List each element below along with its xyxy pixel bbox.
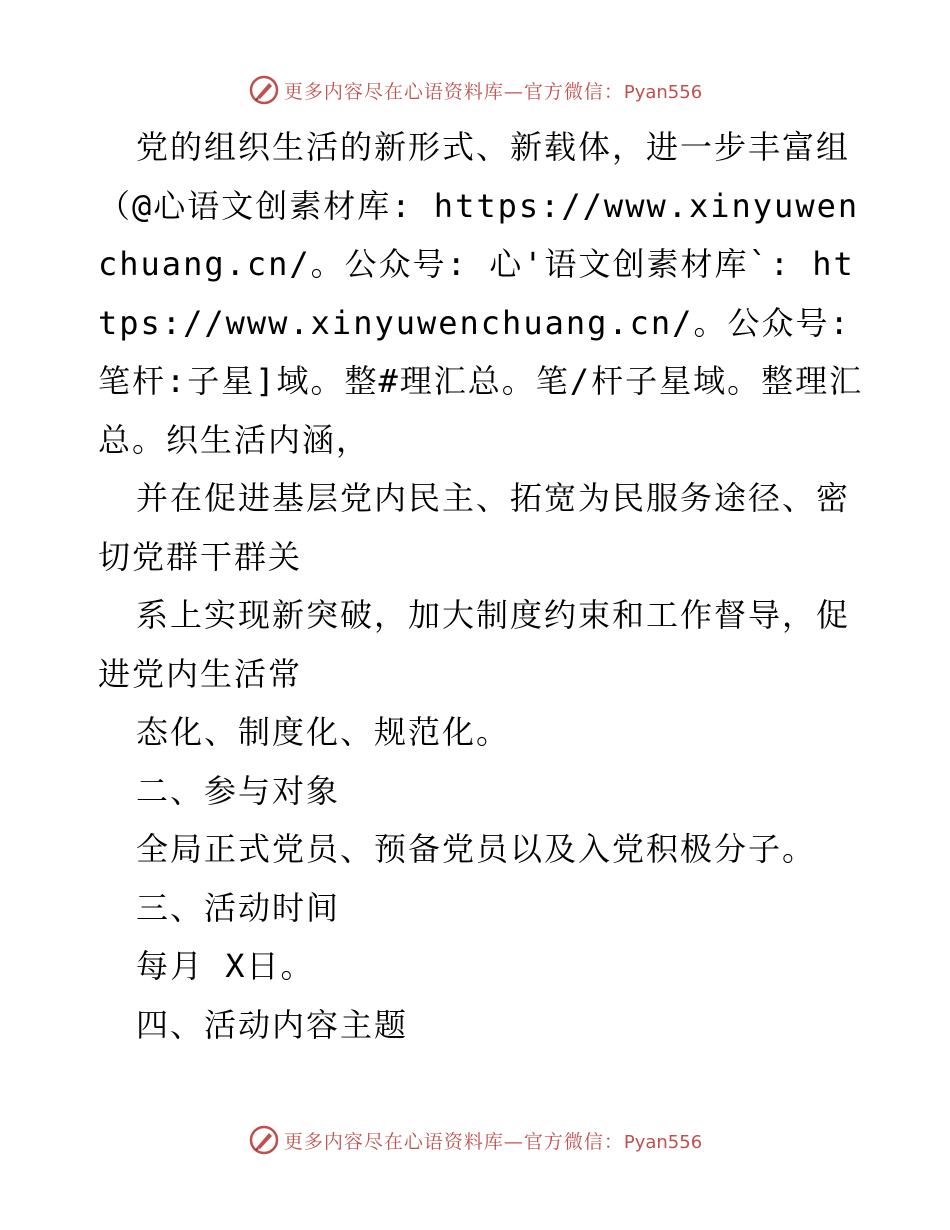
header-watermark <box>0 70 950 110</box>
paragraph: 全局正式党员、预备党员以及入党积极分子。 <box>136 830 817 868</box>
header-watermark-text: 更多内容尽在心语资料库—官方微信：Pyan556 <box>283 80 703 103</box>
paragraph: 每月 X日。 <box>136 947 315 985</box>
paragraph: 并在促进基层党内民主、拓宽为民服务途径、密切党群干群关 <box>98 479 851 576</box>
pen-logo-icon <box>248 1124 280 1156</box>
footer-watermark-text: 更多内容尽在心语资料库—官方微信：Pyan556 <box>283 1130 703 1153</box>
pen-logo-icon <box>248 74 280 106</box>
section-heading: 三、活动时间 <box>136 888 341 927</box>
paragraph: 态化、制度化、规范化。 <box>136 713 511 751</box>
section-heading: 二、参与对象 <box>136 771 341 810</box>
footer-watermark <box>0 1120 950 1160</box>
paragraph: 系上实现新突破，加大制度约束和工作督导，促进党内生活常 <box>98 596 851 693</box>
paragraph: 党的组织生活的新形式、新载体，进一步丰富组（@心语文创素材库: https://www.xinyuwenchuang.cn/。公众号: 心'语文创素材库`: https://www.xinyuwenchuang.cn/。公众号: 笔杆:子星]域。整#理汇总。笔/杆子星域。整理汇总。织生活内涵， <box>98 128 864 459</box>
section-heading: 四、活动内容主题 <box>136 1005 409 1044</box>
document-body <box>98 118 868 1054</box>
